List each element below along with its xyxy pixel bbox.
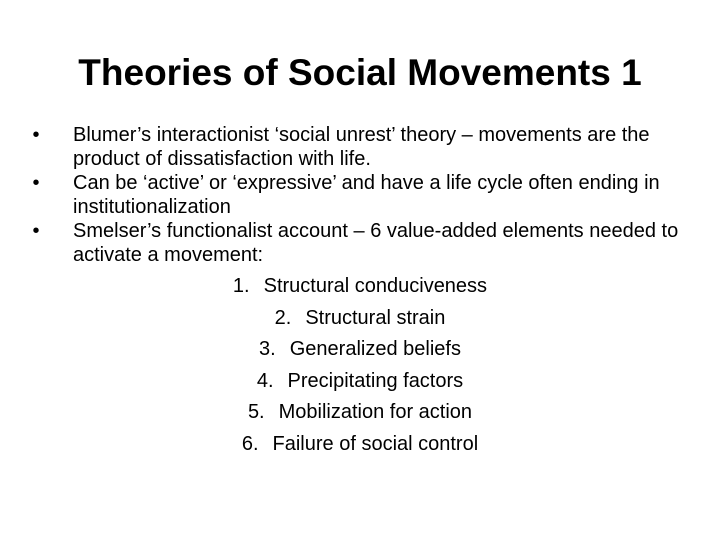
element-label: Generalized beliefs: [289, 338, 461, 361]
element-item-2: [0, 303, 720, 335]
element-number: 2.: [274, 306, 292, 329]
element-number: 1.: [232, 275, 250, 297]
element-item-4: [0, 366, 720, 398]
bullet-icon: •: [32, 220, 40, 242]
bullet-item-2: [0, 171, 720, 219]
element-item-1: [0, 271, 720, 303]
element-number: 4.: [256, 369, 274, 392]
bullet-text: Can be ‘active’ or ‘expressive’ and have a life cycle often ending in institutionalization: [73, 172, 660, 218]
element-label: Mobilization for action: [278, 401, 473, 424]
element-label: Structural strain: [305, 306, 446, 329]
element-item-5: [0, 397, 720, 429]
element-label: Precipitating factors: [287, 369, 464, 392]
bullet-icon: •: [32, 124, 40, 146]
element-label: Structural conduciveness: [263, 275, 488, 297]
bullet-list: [0, 123, 720, 461]
element-number: 6.: [241, 432, 259, 455]
slide-title: Theories of Social Movements 1: [78, 52, 642, 93]
element-number: 3.: [259, 338, 276, 361]
bullet-text: Smelser’s functionalist account – 6 value-added elements needed to activate a movement:: [73, 220, 679, 266]
value-added-elements-list: [0, 271, 720, 461]
elements-list-wrap: [73, 271, 693, 461]
element-item-3: [0, 334, 720, 366]
bullet-text: Blumer’s interactionist ‘social unrest’ theory – movements are the product of dissatisfaction with life.: [73, 124, 650, 170]
element-item-6: [0, 429, 720, 461]
element-label: Failure of social control: [272, 432, 479, 455]
bullet-item-1: [0, 123, 720, 171]
element-number: 5.: [247, 401, 265, 424]
bullet-item-3: [0, 219, 720, 461]
bullet-icon: •: [32, 172, 40, 194]
